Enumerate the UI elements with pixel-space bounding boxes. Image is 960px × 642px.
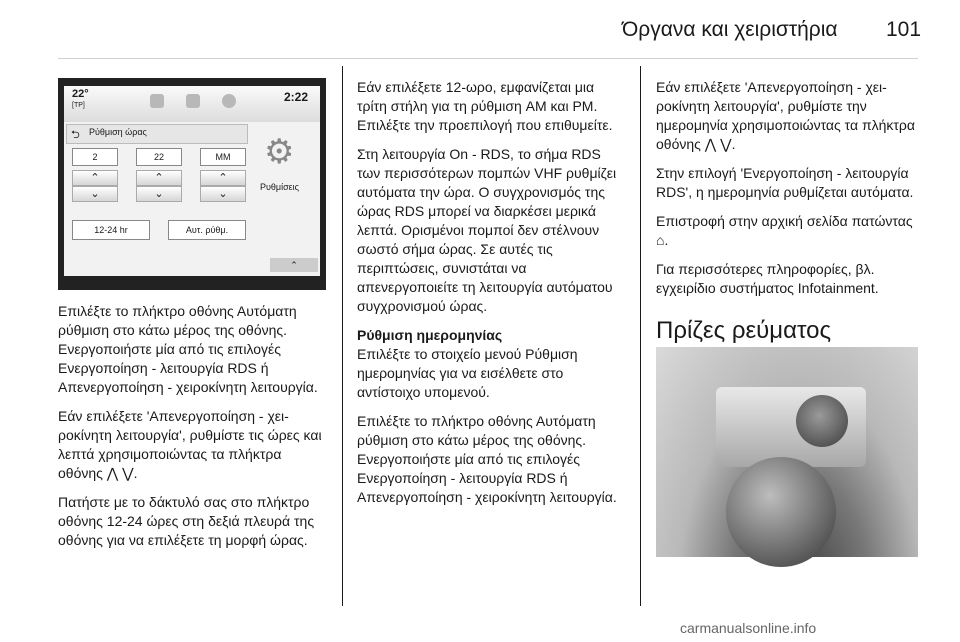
subheading-date-setting: Ρύθμιση ημερομηνίας (357, 327, 503, 343)
phone-icon (186, 94, 200, 108)
section-title: Όργανα και χειριστήρια (622, 18, 838, 41)
hours-value: 2 (72, 148, 118, 166)
power-outlet-photo (656, 347, 918, 557)
section-heading-power-outlets: Πρίζες ρεύματος (656, 317, 832, 344)
settings-gear-icon: ⚙ (264, 133, 295, 171)
auto-set-button: Αυτ. ρύθμ. (168, 220, 246, 240)
time-settings-screen-image (58, 78, 326, 290)
ampm-value: MM (200, 148, 246, 166)
info-icon (222, 94, 236, 108)
audio-icon (150, 94, 164, 108)
header-divider (58, 58, 918, 59)
column-3 (656, 78, 922, 346)
paragraph: Εάν επιλέξετε 'Απενεργοποίηση - χειροκίνητη λειτουργία', ρυθμίστε τις ώρες και λεπτά χρησιμοποιώντας τα πλήκτρα οθόνης ⋀ ⋁. (58, 408, 322, 481)
clock-readout: 2:22 (283, 90, 308, 104)
column-divider-2 (640, 66, 641, 606)
paragraph: Επιλέξτε το πλήκτρο οθόνης Αυτόματη ρύθμιση στο κάτω μέρος της οθόνης. Ενεργοποιήστε μία από τις επιλογές Ενεργοποίηση - λειτουργία RDS ή Απενεργοποίηση - χειροκίνητη λειτουργία. (357, 413, 617, 505)
page-number: 101 (886, 18, 922, 41)
minutes-down-icon: ⌄ (136, 186, 182, 202)
paragraph: Πατήστε με το δάκτυλό σας στο πλήκτρο οθόνης 12-24 ώρες στη δεξιά πλευρά της οθόνης για να επιλέξετε τη μορφή ώρας. (58, 494, 315, 548)
back-icon: ⮌ (71, 129, 80, 141)
paragraph: Επιλέξτε το πλήκτρο οθόνης Αυτόματη ρύθμιση στο κάτω μέρος της οθόνης. Ενεργοποιήστε μία από τις επιλογές Ενεργοποίηση - λειτουργία RDS ή Απενεργοποίηση - χειροκίνητη λειτουργία. (58, 303, 318, 395)
page-header (0, 14, 960, 50)
ampm-up-icon: ⌃ (200, 170, 246, 186)
screen-title: Ρύθμιση ώρας (89, 127, 147, 137)
screen-display (64, 86, 320, 276)
power-socket (796, 395, 848, 447)
paragraph: Εάν επιλέξετε 'Απενεργοποίηση - χειροκίνητη λειτουργία', ρυθμίστε την ημερομηνία χρησιμοποιώντας τα πλήκτρα οθόνης ⋀ ⋁. (656, 79, 915, 152)
paragraph: Επιλέξτε το στοιχείο μενού Ρύθμιση ημερομηνίας για να εισέλθετε στο αντίστοιχο υπομενού. (357, 346, 578, 400)
settings-label: Ρυθμίσεις (260, 182, 300, 192)
scroll-up-icon: ⌃ (270, 258, 318, 272)
tp-indicator: [TP] (72, 102, 85, 109)
minutes-value: 22 (136, 148, 182, 166)
paragraph: Στην επιλογή 'Ενεργοποίηση - λειτουργία RDS', η ημερομηνία ρυθμίζεται αυτόματα. (656, 165, 914, 200)
paragraph: Για περισσότερες πληροφορίες, βλ. εγχειρίδιο συστήματος Infotainment. (656, 261, 879, 296)
paragraph: Εάν επιλέξετε 12-ωρο, εμφανίζεται μια τρίτη στήλη για τη ρύθμιση AM και PM. Επιλέξτε την προεπιλογή που επιθυμείτε. (357, 79, 613, 133)
hours-down-icon: ⌄ (72, 186, 118, 202)
hours-up-icon: ⌃ (72, 170, 118, 186)
column-1 (58, 302, 328, 560)
paragraph: Στη λειτουργία On - RDS, το σήμα RDS των περισσότερων πομπών VHF ρυθμίζει αυτόματα την ώρα. Ο συγχρονισμός της ώρας RDS μπορεί να διαρκέσει μερικά λεπτά. Ορισμένοι πομποί δεν στέλνουν σωστό σήμα ώρας. Σε αυτές τις περιπτώσεις, συνιστάται να απενεργοποιείτε τη λειτουργία αυτόματου συγχρονισμού ώρας. (357, 146, 617, 314)
status-bar (64, 86, 320, 122)
watermark: carmanualsonline.info (680, 620, 817, 636)
paragraph: Επιστροφή στην αρχική σελίδα πατώντας ⌂. (656, 213, 913, 248)
screen-title-bar (66, 124, 248, 144)
column-divider-1 (342, 66, 343, 606)
gear-knob (726, 457, 836, 567)
ampm-down-icon: ⌄ (200, 186, 246, 202)
mode-12-24-button: 12-24 hr (72, 220, 150, 240)
minutes-up-icon: ⌃ (136, 170, 182, 186)
temperature-readout: 22° (72, 88, 89, 100)
column-2 (357, 78, 627, 517)
